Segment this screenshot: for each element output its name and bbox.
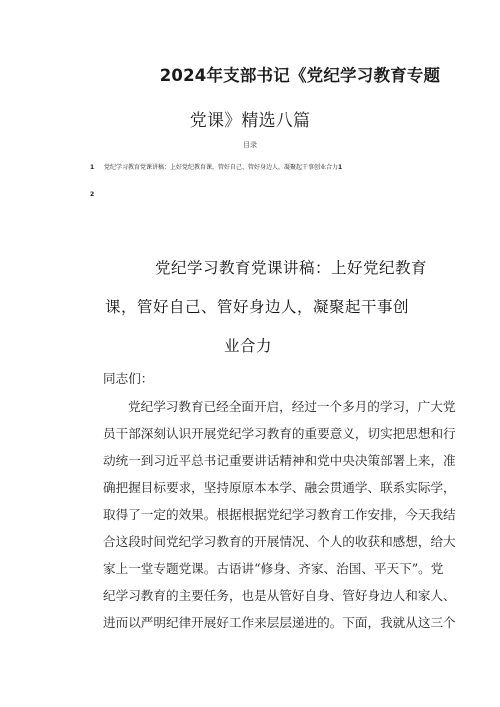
paragraph-line: 动统一到习近平总书记重要讲话精神和党中央决策部署上来，准 (103, 453, 456, 468)
greeting: 同志们： (103, 371, 154, 386)
toc-entry-page: 1 (338, 164, 343, 171)
paragraph-line: 确把握目标要求，坚持原原本本学、融会贯通学、联系实际学， (103, 480, 456, 495)
section-title-line-3: 业合力 (224, 337, 273, 355)
document-title-line-2: 党课》精选八篇 (189, 111, 311, 131)
paragraph-line: 党纪学习教育已经全面开启，经过一个多月的学习，广大党 (128, 399, 456, 414)
toc-entry-1[interactable] (90, 162, 342, 171)
paragraph-line: 进而以严明纪律开展好工作来层层递进的。下面，我就从这三个 (103, 615, 456, 630)
paragraph-line: 取得了一定的效果。根据根据党纪学习教育工作安排，今天我结 (103, 507, 456, 522)
toc-entry-number: 2 (90, 191, 95, 198)
paragraph-line: 纪学习教育的主要任务，也是从管好自身、管好身边人和家人、 (103, 588, 456, 603)
toc-entry-2[interactable] (90, 191, 104, 198)
section-title-line-2: 课，管好自己、管好身边人，凝聚起干事创 (105, 298, 410, 316)
toc-entry-number: 1 (90, 164, 95, 171)
paragraph-line: 家上一堂专题党课。古语讲“修身、齐家、治国、平天下”。党 (103, 561, 444, 576)
document-title-line-1: 2024年支部书记《党纪学习教育专题 (159, 66, 441, 85)
toc-heading: 目录 (243, 141, 257, 149)
toc-entry-text: 党纪学习教育党课讲稿：上好党纪教育课，管好自己、管好身边人，凝聚起干事创业合力 (104, 164, 339, 171)
paragraph-line: 员干部深刻认识开展党纪学习教育的重要意义，切实把思想和行 (103, 426, 456, 441)
paragraph-line: 合这段时间党纪学习教育的开展情况、个人的收获和感想，给大 (103, 534, 456, 549)
section-title-line-1: 党纪学习教育党课讲稿：上好党纪教育 (155, 259, 428, 277)
